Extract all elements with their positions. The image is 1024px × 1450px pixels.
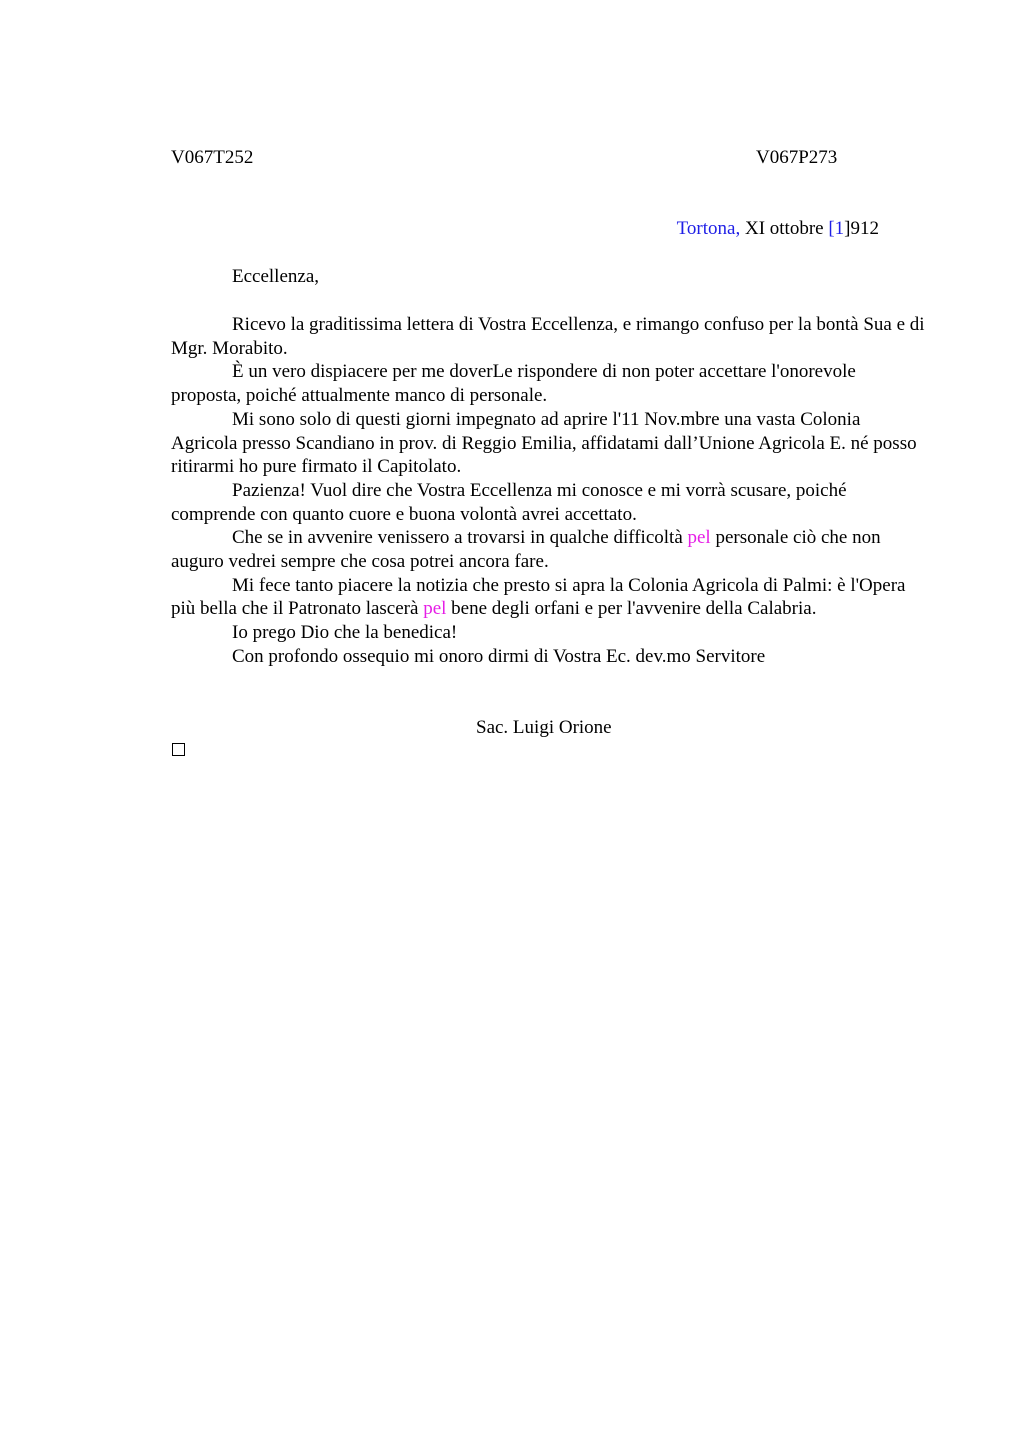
document-code-right: V067P273 [756,147,838,168]
checkbox-square-icon [172,743,185,756]
paragraph-6-text-a: Mi fece tanto piacere la notizia che presto si apra la Colonia Agricola di Palmi: è l'Opera più bella che il Patronato lascerà [171,574,906,620]
paragraph-5-text-a: Che se in avvenire venissero a trovarsi in qualche difficoltà [232,527,688,549]
paragraph-2: È un vero dispiacere per me doverLe rispondere di non poter accettare l'onorevole proposta, poiché attualmente manco di personale. [171,361,856,407]
document-code-left: V067T252 [171,147,254,168]
paragraph-6-highlight: pel [423,598,447,620]
paragraph-6 [171,574,927,621]
dateline-bracket-close: ] [844,218,851,239]
paragraph-6-text-b: bene degli orfani e per l'avvenire della Calabria. [446,598,817,620]
letter-body [171,313,927,669]
dateline-bracket-open: [ [828,218,835,239]
dateline-date: XI ottobre [740,218,829,239]
paragraph-8: Con profondo ossequio mi onoro dirmi di Vostra Ec. dev.mo Servitore [232,645,766,667]
paragraph-5 [171,526,927,573]
paragraph-7: Io prego Dio che la benedica! [232,622,458,644]
paragraph-5-text-b: personale ciò che non auguro vedrei sempre che cosa potrei ancora fare. [171,527,881,573]
paragraph-5-highlight: pel [687,527,711,549]
salutation: Eccellenza, [232,266,320,287]
dateline [677,217,879,241]
dateline-bracket-digit: 1 [834,218,845,239]
signature: Sac. Luigi Orione [476,717,612,738]
paragraph-1: Ricevo la graditissima lettera di Vostra Eccellenza, e rimango confuso per la bontà Sua e di Mgr. Morabito. [171,314,925,359]
paragraph-3: Mi sono solo di questi giorni impegnato ad aprire l'11 Nov.mbre una vasta Colonia Agricola presso Scandiano in prov. di Reggio Emilia, affidatami dall’Unione Agricola E. né posso ritirarmi ho pure firmato il Capitolato. [171,408,917,478]
dateline-year: 912 [850,218,879,239]
dateline-place: Tortona, [676,218,741,239]
paragraph-4: Pazienza! Vuol dire che Vostra Eccellenza mi conosce e mi vorrà scusare, poiché comprende con quanto cuore e buona volontà avrei accettato. [171,479,847,525]
